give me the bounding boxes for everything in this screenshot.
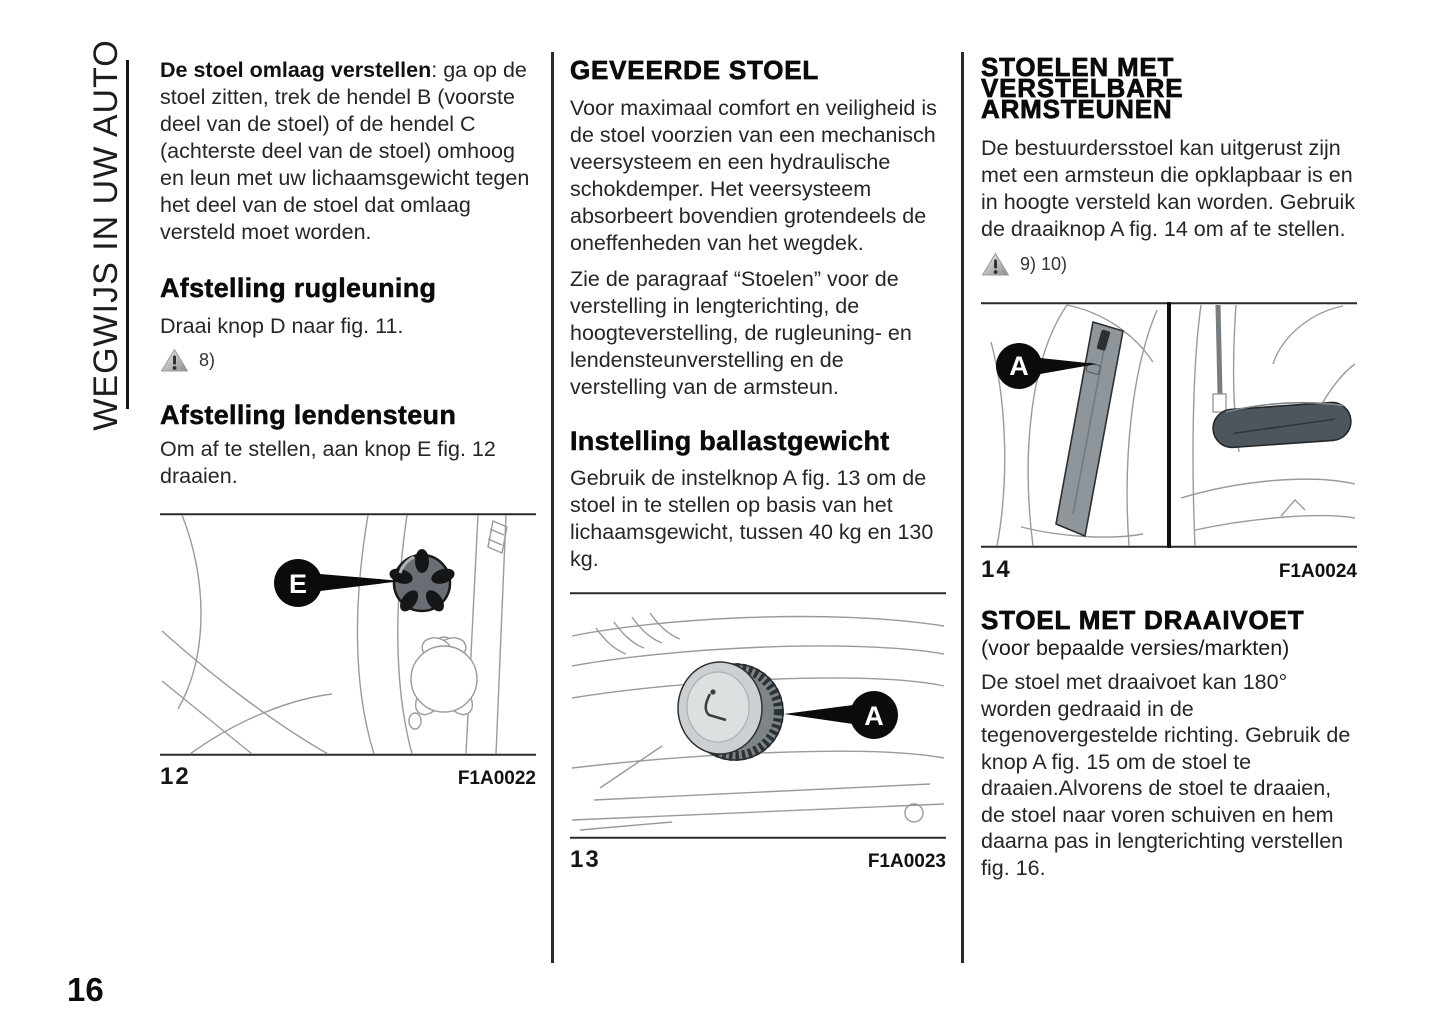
figure-14 [981, 302, 1357, 583]
armrest-lowered [1212, 399, 1352, 449]
figure-12-illustration [160, 513, 536, 756]
callout-E-badge [274, 559, 402, 607]
figure-number: 12 [160, 763, 191, 790]
callout-A-badge [784, 691, 898, 739]
paragraph-lead-rest: : ga op de stoel zitten, trek de hendel B (voorste deel van de stoel) of de hendel C (achterste deel van de stoel) omhoog en leun met uw lichaamsgewicht tegen het deel van de stoel dat omlaag versteld moet worden. [160, 58, 530, 244]
figure-14-illustration [981, 302, 1357, 548]
figure-code: F1A0024 [1278, 561, 1357, 582]
paragraph-lumbar: Om af te stellen, aan knop E fig. 12 draaien. [160, 437, 496, 488]
heading-adjustable-armrests: STOELEN MET VERSTELBARE ARMSTEUNEN [981, 52, 1184, 124]
figure-13-illustration [570, 592, 946, 839]
warning-triangle-icon [160, 348, 189, 373]
paragraph-lead-bold: De stoel omlaag verstellen [160, 58, 432, 82]
column-divider [961, 52, 964, 963]
column-3 [981, 50, 1357, 881]
figure-caption [570, 846, 946, 873]
heading-lumbar-adjustment: Afstelling lendensteun [160, 400, 457, 430]
callout-letter: A [1009, 351, 1029, 381]
figure-number: 14 [981, 556, 1012, 583]
paragraph-ballast: Gebruik de instelknop A fig. 13 om de stoel in te stellen op basis van het lichaamsgewicht, tussen 40 kg en 130 kg. [570, 466, 934, 571]
armrest-folded-up [1056, 322, 1123, 536]
paragraph-swivel: De stoel met draaivoet kan 180° worden gedraaid in de tegenovergestelde richting. Gebruik de knop A fig. 15 om de stoel te draaien.Alvorens de stoel te draaien, de stoel naar voren schuiven en hem daarna pas in lengterichting verstellen fig. 16. [981, 670, 1351, 880]
paragraph-armrest: De bestuurdersstoel kan uitgerust zijn met een armsteun die opklapbaar is en in hoogte versteld kan worden. Gebruik de draaiknop A fig. 14 om af te stellen. [981, 136, 1356, 241]
paragraph-sprung-2: Zie de paragraaf “Stoelen” voor de verstelling in lengterichting, de hoogteverstelling, de rugleuning- en lendensteunverstelling en de verstelling van de armsteun. [570, 267, 912, 399]
sidebar-chapter-label: WEGWIJS IN UW AUTO [86, 39, 125, 431]
warning-reference: 9) 10) [1020, 254, 1068, 274]
callout-letter: E [288, 569, 308, 599]
heading-ballast-setting: Instelling ballastgewicht [570, 426, 890, 456]
page-number: 16 [67, 971, 104, 1008]
figure-caption [981, 556, 1357, 583]
figure-13 [570, 592, 946, 873]
figure-number: 13 [570, 846, 601, 873]
column-divider [551, 52, 554, 963]
heading-sprung-seat: GEVEERDE STOEL [570, 55, 820, 85]
paragraph-seat-lower [160, 57, 536, 246]
figure-code: F1A0022 [457, 768, 536, 789]
figure-panel-divider [1167, 302, 1171, 548]
paragraph-sprung-1: Voor maximaal comfort en veiligheid is de stoel voorzien van een mechanisch veersysteem en een hydraulische schokdemper. Het veersysteem absorbeert bovendien grotendeels de oneffenheden van het wegdek. [570, 96, 937, 255]
ballast-dial [678, 662, 783, 760]
sidebar-rule [126, 60, 129, 409]
lobed-knob-outline [410, 634, 477, 719]
column-1 [160, 50, 536, 790]
heading-backrest-adjustment: Afstelling rugleuning [160, 273, 437, 303]
warning-triangle-icon [981, 252, 1010, 277]
callout-letter: A [864, 701, 884, 731]
warning-row [981, 252, 1357, 277]
figure-caption [160, 763, 536, 790]
figure-code: F1A0023 [867, 851, 946, 872]
paragraph-backrest: Draai knop D naar fig. 11. [160, 314, 404, 338]
warning-reference: 8) [199, 350, 216, 370]
figure-12 [160, 513, 536, 790]
subheading-swivel-versions: (voor bepaalde versies/markten) [981, 636, 1290, 660]
heading-swivel-seat: STOEL MET DRAAIVOET [981, 605, 1305, 635]
seat-line-art [162, 515, 507, 754]
warning-row [160, 348, 536, 373]
column-2 [570, 50, 946, 873]
